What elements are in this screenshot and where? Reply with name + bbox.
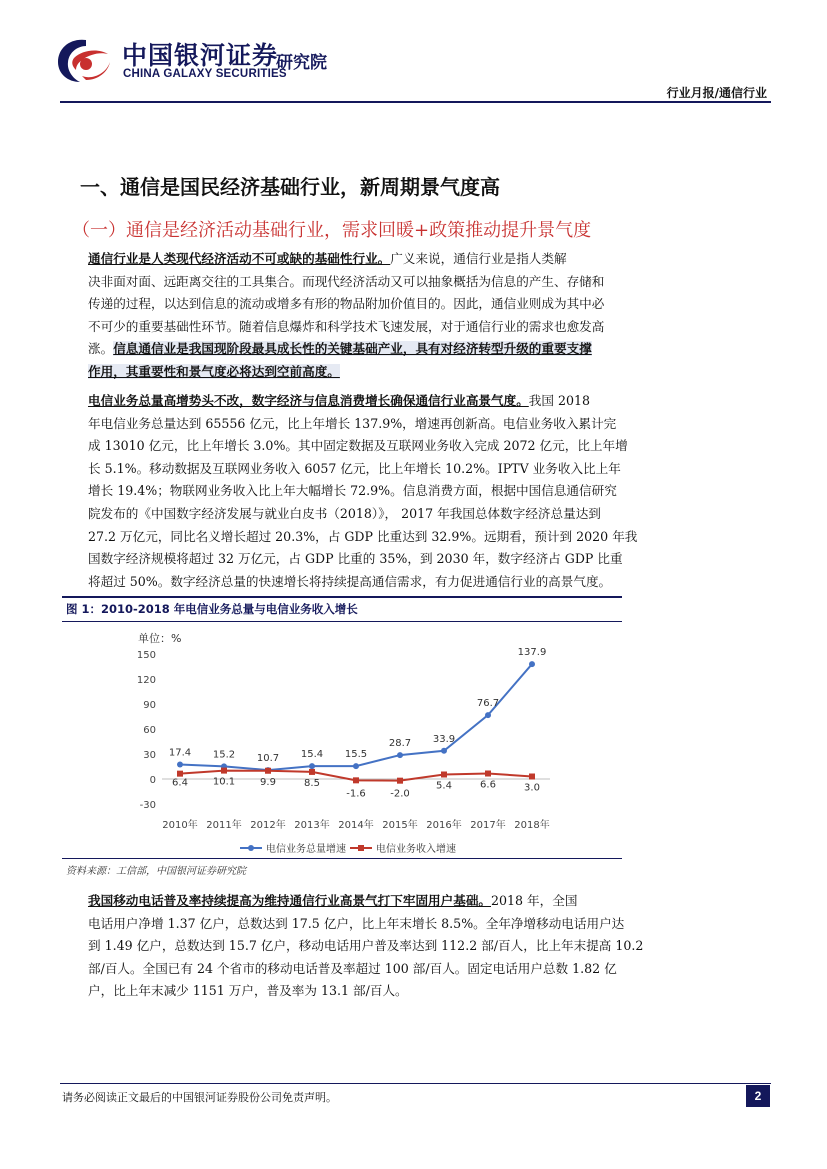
data-label: 17.4 [168, 747, 192, 759]
data-label: 28.7 [388, 738, 412, 750]
series-2-point [221, 768, 227, 774]
para-line: 电信业务总量高增势头不改，数字经济与信息消费增长确保通信行业高景气度。我国 2018 [88, 393, 591, 408]
para-line: 涨。信息通信业是我国现阶段最具成长性的关键基础产业，具有对经济转型升级的重要支撑 [88, 341, 592, 357]
header-divider [60, 101, 771, 103]
para-line: 年电信业务总量达到 65556 亿元，比上年增长 137.9%，增速再创新高。电信业务收入累计完 [88, 415, 617, 431]
data-label: 6.4 [172, 777, 188, 789]
y-tick-label: 90 [143, 700, 156, 711]
para-line: 不可少的重要基础性环节。随着信息爆炸和科学技术飞速发展，对于通信行业的需求也愈发高 [88, 318, 605, 334]
figure-title-rule [62, 621, 622, 622]
para-line: 我国移动电话普及率持续提高为维持通信行业高景气打下牢固用户基础。2018 年，全国 [88, 893, 578, 908]
y-tick-label: 120 [136, 675, 156, 686]
data-label: 5.4 [436, 780, 452, 792]
series-1-point [309, 763, 315, 769]
y-tick-label: -30 [139, 800, 156, 811]
data-label: -1.6 [346, 788, 366, 800]
para-line: 户，比上年末减少 1151 万户，普及率为 13.1 部/百人。 [88, 983, 408, 999]
para-line: 将超过 50%。数字经济总量的快速增长将持续提高通信需求，有力促进通信行业的高景气度。 [88, 573, 612, 589]
series-1-point [353, 763, 359, 769]
series-2-point [177, 771, 183, 777]
data-label: 8.5 [304, 777, 320, 789]
data-label: 137.9 [517, 647, 547, 659]
series-2-point [485, 771, 491, 777]
lead-sentence: 我国移动电话普及率持续提高为维持通信行业高景气打下牢固用户基础。 [88, 893, 491, 908]
paragraph-telecom-growth [88, 390, 638, 593]
paragraph-intro [88, 248, 621, 384]
brand-name-cn: 中国银河证券 [122, 41, 279, 70]
y-tick-label: 30 [143, 750, 156, 761]
series-1-point [529, 661, 535, 667]
legend-marker-1 [248, 845, 254, 851]
highlight-sentence: 作用，其重要性和景气度必将达到空前高度。 [88, 363, 340, 379]
x-tick-label: 2016年 [426, 820, 462, 831]
para-line: 长 5.1%。移动数据及互联网业务收入 6057 亿元，比上年增长 10.2%。IPTV 业务收入比上年 [88, 460, 621, 476]
data-label: 10.7 [256, 753, 280, 765]
chart-unit-label: 单位：% [138, 632, 182, 645]
x-tick-label: 2010年 [162, 820, 198, 831]
x-tick-label: 2015年 [382, 820, 418, 831]
paragraph-mobile-users [88, 890, 644, 1003]
para-line: 通信行业是人类现代经济活动不可或缺的基础性行业。广义来说，通信行业是指人类解 [88, 251, 567, 266]
data-label: 9.9 [260, 776, 276, 788]
data-label: -2.0 [390, 788, 410, 800]
para-line: 成 13010 亿元，比上年增长 3.0%。其中固定数据及互联网业务收入完成 2072 亿元，比上年增 [88, 438, 628, 454]
brand-name-en: CHINA GALAXY SECURITIES [123, 68, 287, 80]
series-1-point [441, 748, 447, 754]
x-tick-label: 2017年 [470, 820, 506, 831]
series-2-point [353, 777, 359, 783]
para-line [88, 361, 621, 384]
x-tick-label: 2013年 [294, 820, 330, 831]
para-line: 电话用户净增 1.37 亿户，总数达到 17.5 亿户，比上年末增长 8.5%。全年净增移动电话用户达 [88, 915, 625, 931]
series-2-point [265, 768, 271, 774]
para-line: 到 1.49 亿户，总数达到 15.7 亿户，移动电话用户普及率达到 112.2 部/百人，比上年末提高 10.2 [88, 938, 644, 954]
report-type: 行业月报/通信行业 [666, 86, 767, 100]
legend-label: 电信业务收入增速 [376, 844, 456, 855]
legend-label: 电信业务总量增速 [266, 844, 346, 855]
x-tick-label: 2018年 [514, 820, 550, 831]
para-line: 增长 19.4%；物联网业务收入比上年大幅增长 72.9%。信息消费方面，根据中国信息通信研究 [88, 483, 617, 499]
data-label: 6.6 [480, 779, 496, 791]
para-line: 部/百人。全国已有 24 个省市的移动电话普及率超过 100 部/百人。固定电话用户总数 1.82 亿 [88, 960, 617, 976]
series-2-point [309, 769, 315, 775]
para-line: 院发布的《中国数字经济发展与就业白皮书（2018）》， 2017 年我国总体数字经济总量达到 [88, 505, 601, 521]
series-2-point [441, 772, 447, 778]
data-label: 33.9 [432, 733, 456, 745]
data-label: 10.1 [212, 776, 236, 788]
series-1-point [397, 752, 403, 758]
data-label: 15.4 [300, 749, 324, 761]
lead-sentence: 电信业务总量高增势头不改，数字经济与信息消费增长确保通信行业高景气度。 [88, 393, 529, 408]
data-label: 3.0 [524, 782, 540, 794]
footer-disclaimer: 请务必阅读正文最后的中国银河证券股份公司免责声明。 [62, 1091, 337, 1104]
galaxy-logo-icon [52, 36, 116, 86]
telecom-growth-chart [110, 626, 570, 858]
figure-bottom-rule [62, 858, 622, 859]
legend-marker-2 [358, 845, 364, 851]
x-tick-label: 2014年 [338, 820, 374, 831]
figure-title: 图 1：2010-2018 年电信业务总量与电信业务收入增长 [66, 602, 358, 616]
para-line: 决非面对面、远距离交往的工具集合。而现代经济活动又可以抽象概括为信息的产生、存储和 [88, 273, 605, 289]
x-tick-label: 2012年 [250, 820, 286, 831]
para-line: 国数字经济规模将超过 32 万亿元，占 GDP 比重的 35%，到 2030 年，数字经济占 GDP 比重 [88, 551, 623, 567]
series-1-point [177, 762, 183, 768]
series-2-point [529, 774, 535, 780]
series-1-point [485, 712, 491, 718]
section-heading: 一、通信是国民经济基础行业，新周期景气度高 [80, 175, 500, 199]
highlight-sentence: 信息通信业是我国现阶段最具成长性的关键基础产业，具有对经济转型升级的重要支撑 [113, 341, 592, 357]
subsection-heading: （一）通信是经济活动基础行业，需求回暖+政策推动提升景气度 [72, 220, 592, 241]
series-2-point [397, 778, 403, 784]
y-tick-label: 150 [136, 650, 156, 661]
page-number: 2 [746, 1085, 770, 1107]
y-tick-label: 0 [149, 775, 156, 786]
y-tick-label: 60 [143, 725, 156, 736]
data-label: 76.7 [476, 698, 500, 710]
para-line: 27.2 万亿元，同比名义增长超过 20.3%，占 GDP 比重达到 32.9%。远期看，预计到 2020 年我 [88, 528, 638, 544]
data-label: 15.2 [212, 749, 236, 761]
lead-sentence: 通信行业是人类现代经济活动不可或缺的基础性行业。 [88, 251, 391, 266]
figure-top-rule [62, 596, 622, 598]
data-label: 15.5 [344, 749, 368, 761]
para-line: 传递的过程，以达到信息的流动或增多有形的物品附加价值目的。因此，通信业则成为其中必 [88, 296, 605, 312]
x-tick-label: 2011年 [206, 820, 242, 831]
figure-source: 资料来源：工信部，中国银河证券研究院 [66, 866, 246, 877]
footer-divider [60, 1083, 771, 1084]
brand-institute: 研究院 [276, 53, 327, 73]
